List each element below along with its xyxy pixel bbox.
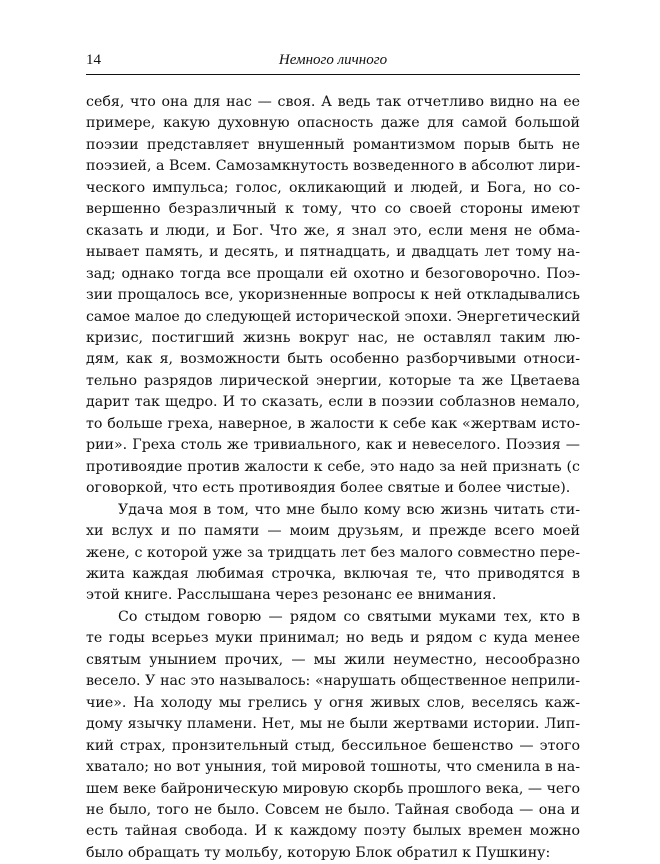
text-line: себя, что она для нас — своя. А ведь так отчетливо видно на ее	[86, 94, 580, 110]
text-line: тельно разрядов лирической энергии, которые та же Цветаева	[86, 372, 580, 389]
text-line: сказать и люди, и Бог. Что же, я знал это, если меня не обма-	[86, 222, 580, 239]
running-head	[86, 50, 580, 75]
text-line: чие». На холоду мы грелись у огня живых слов, веселясь каж-	[86, 694, 580, 711]
page-number: 14	[86, 52, 101, 68]
text-line: оговоркой, что есть противоядия более святые и более чистые).	[86, 480, 571, 497]
text-line: то больше греха, наверное, в жалости к себе как «жертвам исто-	[86, 415, 580, 432]
text-line: самое малое до следующей исторической эпохи. Энергетический	[86, 308, 581, 325]
text-line: жита каждая любимая строчка, включая те, что приводятся в	[86, 565, 580, 582]
text-line: те годы всерьез муки принимал; но ведь и рядом с куда менее	[86, 630, 580, 647]
text-line: поэзией, а Всем. Самозамкнутость возведенного в абсолют лири-	[86, 158, 581, 175]
body-text	[86, 92, 580, 864]
text-line: ческого импульса; голос, окликающий и людей, и Бога, но со-	[86, 179, 580, 196]
text-line: святым унынием прочих, — мы жили неуместно, несообразно	[86, 651, 580, 668]
running-title: Немного личного	[278, 52, 388, 68]
text-line: Со стыдом говорю — рядом со святыми муками тех, кто в	[118, 608, 580, 625]
text-line: этой книге. Расслышана через резонанс ее внимания.	[86, 587, 497, 604]
text-line: примере, какую духовную опасность даже для самой большой	[86, 115, 580, 132]
text-line: кризис, постигший жизнь вокруг нас, не оставлял таким лю-	[86, 329, 580, 346]
text-line: дарит так щедро. И то сказать, если в поэзии соблазнов немало,	[86, 394, 580, 411]
text-line: кий страх, пронзительный стыд, бессильное бешенство — этого	[86, 737, 580, 754]
paragraph	[86, 607, 580, 864]
text-line: не было, того не было. Совсем не было. Тайная свобода — она и	[86, 801, 580, 818]
text-line: есть тайная свобода. И к каждому поэту былых времен можно	[86, 823, 580, 840]
text-line: хватало; но вот уныния, той мировой тошноты, что сменила в на-	[86, 759, 580, 776]
text-line: противоядие против жалости к себе, это надо за ней признать (с	[86, 458, 580, 475]
text-line: нывает память, и десять, и пятнадцать, и двадцать лет тому на-	[86, 244, 580, 261]
text-line: рии». Греха столь же тривиального, как и невеселого. Поэзия —	[86, 437, 580, 454]
text-line: зад; однако тогда все прощали ей охотно и безоговорочно. Поэ-	[86, 265, 580, 282]
text-line: поэзии представляет внушенный романтизмом порыв быть не	[86, 136, 580, 153]
text-line: Удача моя в том, что мне было кому всю жизнь читать сти-	[118, 501, 580, 518]
text-line: жене, с которой уже за тридцать лет без малого совместно пере-	[86, 544, 580, 561]
paragraph	[86, 92, 580, 500]
text-line: вершенно безразличный к тому, что со своей стороны имеют	[86, 201, 580, 218]
text-line: зии прощалось все, укоризненные вопросы к ней откладывались	[86, 287, 580, 304]
paragraph	[86, 500, 580, 607]
text-line: было обращать ту мольбу, которую Блок обратил к Пушкину:	[86, 844, 551, 861]
text-line: хи вслух и по памяти — моим друзьям, и прежде всего моей	[86, 523, 580, 540]
text-line: дям, как я, возможности быть особенно разборчивыми относи-	[86, 351, 580, 368]
text-line: дому язычку пламени. Нет, мы не были жертвами истории. Лип-	[86, 716, 580, 733]
text-line: весело. У нас это называлось: «нарушать общественное неприли-	[86, 673, 580, 690]
text-line: шем веке байроническую мировую скорбь прошлого века, — чего	[86, 780, 580, 797]
